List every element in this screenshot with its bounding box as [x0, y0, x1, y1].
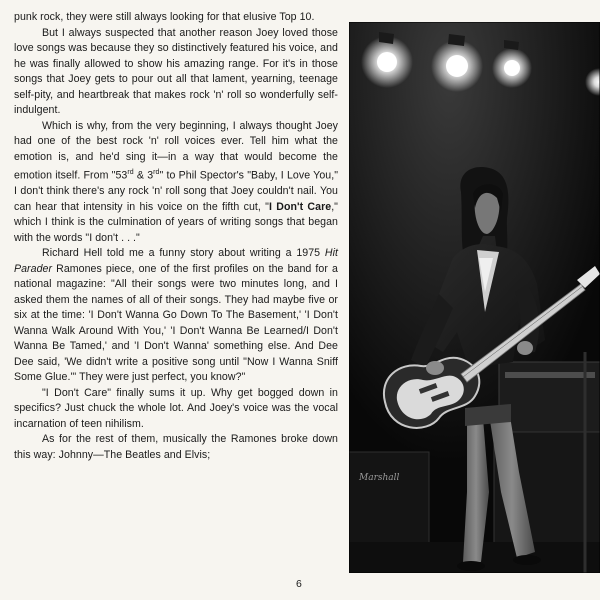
- paragraph-3: [14, 119, 338, 247]
- paragraph-6: As for the rest of them, musically the Ramones broke down this way: Johnny—The Beatles and Elvis;: [14, 433, 338, 461]
- paragraph-3-part-a: Which is why, from the very beginning, I always thought Joey had one of the best rock 'n' roll voices ever. Tell him what the emotion is, and he'd sing it—in a way that would become the emotion itself. From "53: [14, 119, 338, 182]
- page-number: 6: [296, 578, 302, 590]
- paragraph-4-part-a: Richard Hell told me a funny story about writing a 1975: [42, 247, 325, 260]
- ordinal-suffix-2: rd: [153, 169, 160, 176]
- amp-logo: Marshall: [359, 473, 400, 483]
- paragraph-2: But I always suspected that another reason Joey loved those love songs was because they so distinctively featured his voice, and he was finally allowed to show his amazing range. For it's in those songs that Joey gets to pour out all that lament, yearning, teenage self-pity, and heartbreak that makes rock 'n' roll so wonderfully self-indulgent.: [14, 26, 338, 116]
- paragraph-3-part-c: " to Phil Spector's "Baby, I Love You," I don't think there's any rock 'n' roll song that Joey couldn't nail. You can hear that intensity in his voice on the fifth cut, ": [14, 169, 339, 213]
- paragraph-4: [14, 246, 338, 386]
- ordinal-suffix: rd: [127, 169, 134, 176]
- paragraph-3-part-d: ," which I think is the culmination of years of writing songs that began with the words "I don't . . .": [14, 200, 338, 244]
- guitarist-photo-svg: [349, 22, 600, 573]
- paragraph-4-part-b: Ramones piece, one of the first profiles on the band for a national magazine: "All their songs were two minutes long, and I asked them the names of all of their songs. They had maybe five or six at the time: 'I Don't Wanna Go Down To The Basement,' 'I Don't Wanna Walk Around With You,' 'I Don't Wanna Be Learned/I Don't Wanna Be Tamed,' and 'I Don't Wanna' something else. And Dee Dee said, 'We didn't write a positive song until "Now I Wanna Sniff Some Glue."' They were just perfect, you know?": [14, 262, 338, 384]
- paragraph-5: "I Don't Care" finally sums it up. Why get bogged down in specifics? Just chuck the whole lot. And Joey's voice was the vocal incarnation of teen nihilism.: [14, 386, 338, 430]
- body-text-column: [14, 10, 338, 463]
- song-title-bold: I Don't Care: [269, 200, 332, 213]
- magazine-title: Hit Parader: [14, 247, 338, 275]
- concert-photo: [349, 22, 600, 573]
- paragraph-1: punk rock, they were still always looking for that elusive Top 10.: [14, 11, 315, 23]
- paragraph-3-part-b: & 3: [133, 169, 154, 182]
